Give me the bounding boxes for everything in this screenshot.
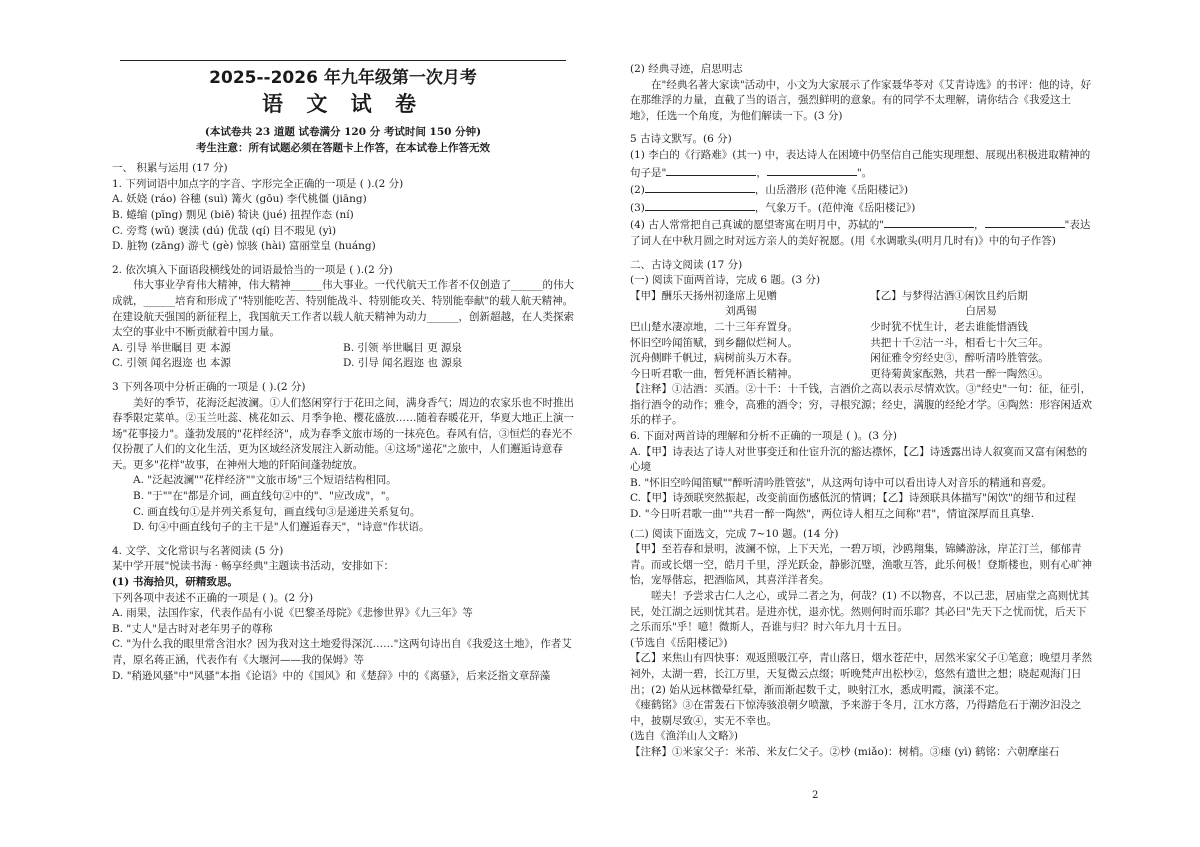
poem-yi — [870, 289, 1092, 383]
left-column — [112, 60, 574, 684]
question-4-sub1: (1) 书海拾贝，研精致思。 — [112, 576, 238, 589]
answer-blank[interactable] — [884, 216, 974, 228]
exam-notice: 考生注意：所有试题必须在答题卡上作答，在本试卷上作答无效 — [196, 141, 490, 154]
answer-blank[interactable] — [666, 164, 756, 176]
question-3-option-a: A. "泛起波澜""花样经济""文旅市场"三个短语结构相同。 — [133, 474, 397, 487]
poem-jia — [630, 289, 852, 383]
poems-block — [630, 289, 1092, 383]
passage-yi-2: 《瘗鹤铭》③在雷轰石下惊涛骇浪朝夕喷激，予来游于冬月，江水方落，乃得踏危石于潮汐汩没之中，披剔尽致④，实无不幸也。 — [630, 699, 1082, 727]
question-2-option-b: B. 引领 举世瞩目 更 源泉 — [343, 341, 462, 354]
question-6-option-d: D. "今日听君歌一曲""共君一醉一陶然"，两位诗人相互之间称"君"，情谊深厚而且真挚. — [630, 508, 1035, 521]
question-4-sub2: (2) 经典寻迹，启思明志 — [630, 63, 743, 75]
question-6-stem: 6. 下面对两首诗的理解和分析不正确的一项是 ( )。(3 分) — [630, 430, 897, 443]
poem-jia-line: 沉舟侧畔千帆过，病树前头万木春。 — [630, 352, 798, 365]
comma: ， — [974, 219, 985, 232]
question-4-intro: 某中学开展"悦读书海 · 畅享经典"主题读书活动，安排如下： — [112, 560, 395, 573]
question-2-options-row-2 — [112, 356, 574, 372]
comma: ， — [756, 166, 767, 179]
question-1-option-d: D. 脏物 (zāng) 游弋 (gè) 惊骇 (hài) 富丽堂皇 (huáng) — [112, 240, 376, 253]
part-1-heading: (一) 阅读下面两首诗，完成 6 题。(3 分) — [630, 274, 821, 287]
poem-jia-author: 刘禹锡 — [725, 305, 757, 318]
question-5-line-2 — [630, 181, 1092, 199]
section-heading-2: 二、古诗文阅读 (17 分) — [630, 258, 743, 271]
question-2-option-d: D. 引导 闻名遐迩 也 源泉 — [343, 357, 463, 370]
answer-blank[interactable] — [985, 216, 1065, 228]
question-4-option-c: C. "为什么我的眼里常含泪水？因为我对这土地爱得深沉……"这两句诗出自《我爱这土地》，作者艾青，原名蒋正涵，代表作有《大堰河——我的保姆》等 — [112, 638, 572, 666]
question-1-option-a: A. 妖娆 (ráo) 谷穗 (suì) 篝火 (gōu) 李代桃僵 (jiāng) — [112, 193, 367, 206]
question-3-option-c: C. 画直线句①是并列关系复句，画直线句③是递进关系复句。 — [133, 505, 421, 518]
poem-jia-title: 【甲】酬乐天扬州初逢席上见赠 — [630, 289, 777, 302]
question-4-sub1-question: 下列各项中表述不正确的一项是 ( )。(2 分) — [112, 591, 314, 604]
question-4-option-d: D. "稍逊风骚"中"风骚"本指《论语》中的《国风》和《楚辞》中的《离骚》，后来泛指文章辞藻 — [112, 669, 551, 682]
question-6-option-c: C.【甲】诗颈联突然振起，改变前面伤感低沉的情调；【乙】诗颈联具体描写"闲饮"的细节和过程 — [630, 492, 1076, 505]
question-4-option-a: A. 雨果，法国作家，代表作品有小说《巴黎圣母院》《悲惨世界》《九三年》等 — [112, 607, 473, 620]
question-2-passage: 伟大事业孕育伟大精神，伟大精神______伟大事业。一代代航天工作者不仅创造了______的伟大成就，______培育和形成了"特别能吃苦、特别能战斗、特别能攻关、特别能奉献"的载人航天精神。在建设航天强国的新征程上，我国航天工作者以载人航天精神为动力______，创新超越，在人类探索太空的事业中不断贡献着中国力量。 — [112, 279, 574, 339]
question-4-stem: 4. 文学、文化常识与名著阅读 (5 分) — [112, 544, 284, 557]
question-5-line-3 — [630, 199, 1092, 217]
passage-jia-2: 嗟夫！予尝求古仁人之心，或异二者之为，何哉？(1) 不以物喜，不以己悲，居庙堂之高则忧其民，处江湖之远则忧其君。是进亦忧，退亦忧。然则何时而乐耶？其必曰"先天下之忧而忧，后天下之乐而乐"乎！噫！微斯人，吾谁与归？时六年九月十五日。 — [630, 590, 1090, 634]
question-5-line-4 — [630, 216, 1092, 249]
poem-yi-title: 【乙】与梦得沽酒①闲饮且约后期 — [870, 289, 1028, 302]
exam-title: 2025--2026 年九年级第一次月考 — [209, 68, 477, 88]
poem-yi-line: 更待菊黄家酝熟，共君一醉一陶然④。 — [870, 367, 1049, 380]
question-3-option-b: B. "于""在"都是介词，画直线句②中的"、"应改成"，"。 — [133, 490, 397, 503]
question-6-option-a: A.【甲】诗表达了诗人对世事变迁和仕宦升沉的豁达襟怀，【乙】诗透露出诗人叙寞而又富有闲愁的心境 — [630, 445, 1088, 474]
question-1-stem: 1. 下列词语中加点字的字音、字形完全正确的一项是 ( ).(2 分) — [112, 177, 404, 190]
question-3-stem: 3 下列各项中分析正确的一项是 ( ).(2 分) — [112, 380, 306, 393]
question-2-options-row-1 — [112, 341, 574, 357]
line-3-label: (3) — [630, 201, 645, 214]
poem-jia-line: 今日听君歌一曲，暂凭杯酒长精神。 — [630, 367, 798, 380]
poem-yi-author: 白居易 — [965, 305, 997, 318]
poem-yi-line: 共把十千②沽一斗，相看七十欠三年。 — [870, 336, 1049, 349]
question-5-stem: 5 古诗文默写。(6 分) — [630, 133, 732, 146]
question-6-option-b: B. "怀旧空吟闻笛赋""醉听清吟胜管弦"，从这两句诗中可以看出诗人对音乐的精通和喜爱。 — [630, 476, 1053, 489]
answer-blank[interactable] — [767, 164, 857, 176]
part-2-heading: (二) 阅读下面选文，完成 7~10 题。(14 分) — [630, 527, 839, 540]
line-4-text: (4) 古人常常把自己真诚的愿望寄寓在明月中，苏轼的" — [630, 219, 885, 232]
passage-jia: 【甲】至若春和景明，波澜不惊，上下天光，一碧万顷，沙鸥翔集，锦鳞游泳，岸芷汀兰，郁郁青青。而或长烟一空，皓月千里，浮光跃金，静影沉璧，渔歌互答，此乐何极！登斯楼也，则有心旷神怡，宠辱偕忘，把酒临风，其喜洋洋者矣。 — [630, 543, 1092, 587]
poem-yi-line: 少时犹不忧生计，老去谁能惜酒钱 — [870, 320, 1028, 333]
question-4-sub2-text: 在"经典名著大家读"活动中，小文为大家展示了作家聂华苓对《艾青诗选》的书评：他的诗，好在那维浮的力量，直截了当的语言，强烈鲜明的意象。有的同学不太理解，请你结合《我爱这土地》，任选一个角度，为他们解读一下。(3 分) — [630, 78, 1092, 122]
question-3-option-d: D. 句④中画直线句子的主干是"人们邂逅春天"，"诗意"作状语。 — [133, 521, 430, 534]
section-heading-1: 一、 积累与运用 (17 分) — [112, 162, 228, 175]
exam-subtitle: 语 文 试 卷 — [262, 91, 424, 116]
question-1-option-c: C. 旁骛 (wǔ) 褒渎 (dú) 优哉 (qí) 目不瑕见 (yì) — [112, 224, 337, 237]
question-2-stem: 2. 依次填入下面语段横线处的词语最恰当的一项是 ( ).(2 分) — [112, 263, 393, 276]
page-number: 2 — [812, 790, 819, 801]
header-rule — [120, 60, 566, 61]
passage-yi: 【乙】来焦山有四快事：观返照吸江亭，青山落日，烟水苍茫中，居然米家父子①笔意；晚望月孝然祠外，太湖一碧，长江万里，天复微云点缀；听晚梵声出松杪②，悠然有遗世之想；晓起观海门日出；(2) 始从远林微晕红晕，渐而渐起数千丈，映射江水，悉成明霞，演漾不定。 — [630, 652, 1092, 696]
answer-blank[interactable] — [645, 181, 755, 193]
line-2-text: ，山岳潜形 (范仲淹《岳阳楼记》) — [754, 184, 909, 197]
passage-yi-notes: 【注释】①米家父子：米芾、米友仁父子。②杪 (miǎo)：树梢。③瘗 (yì) 鹤铭：六朝摩崖石 — [630, 745, 1060, 758]
line-2-label: (2) — [630, 184, 645, 197]
question-5-line-1 — [630, 148, 1092, 181]
line-3-text: ，气象万千。(范仲淹《岳阳楼记》) — [754, 201, 916, 214]
question-5-line-1-text: (1) 李白的《行路难》(其一) 中，表达诗人在困境中仍坚信自己能实现理想、展现出积极进取精神的句子是" — [630, 148, 1091, 179]
exam-info: (本试卷共 23 道题 试卷满分 120 分 考试时间 150 分钟) — [204, 126, 482, 138]
passage-jia-source: (节选自《岳阳楼记》) — [630, 636, 728, 649]
question-1-option-b: B. 蜷缩 (pīng) 剽见 (biē) 犄诀 (jué) 扭捏作态 (ní) — [112, 208, 354, 221]
question-3-passage: 美好的季节，花海泛起波澜。①人们悠闲穿行于花田之间，满身香气；周边的农家乐也不时推出春季限定菜单。②玉兰吐蕊、桃花如云、月季争艳、樱花盛放……随着春暖花开，华夏大地正上演一场"花事接力"。蓬勃发展的"花样经济"，成为春季文旅市场的一抹亮色。春风有信，③恒烂的春光不仅扮靓了人们的文化生活，更为区域经济发展注入新动能。④这场"递花"之旅中，人们邂逅诗意春天。更多"花样"故事，在神州大地的阡陌间蓬勃绽放。 — [112, 396, 574, 471]
right-column — [630, 62, 1092, 761]
poem-notes: 【注释】①沽酒：买酒。②十千：十千钱，言酒价之高以表示尽情欢饮。③"经史"一句：征，征引，指行酒令的动作；雅令，高雅的酒令；穷，寻根究源；经史，满腹的经纶才学。④陶然：形容闲适欢乐的样子。 — [630, 383, 1092, 427]
question-2-option-c: C. 引领 闻名遐迩 也 本源 — [112, 357, 231, 370]
poem-jia-line: 巴山楚水凄凉地，二十三年弃置身。 — [630, 320, 798, 333]
quote-end: "。 — [856, 166, 873, 179]
poem-jia-line: 怀旧空吟闻笛赋，到乡翻似烂柯人。 — [630, 336, 798, 349]
line-4-tail: "表达了词人在中秋月圆之时对远方亲人的美好祝愿。(用《水调歌头(明月几时有)》中的句子作答) — [630, 219, 1091, 247]
poem-yi-line: 闲征雅令穷经史③，醉听清吟胜管弦。 — [870, 352, 1049, 365]
question-2-option-a: A. 引导 举世瞩目 更 本源 — [112, 341, 231, 354]
answer-blank[interactable] — [645, 199, 755, 211]
question-4-option-b: B. "丈人"是古时对老年男子的尊称 — [112, 622, 273, 635]
passage-yi-source: (选自《渔洋山人文略》) — [630, 730, 738, 743]
